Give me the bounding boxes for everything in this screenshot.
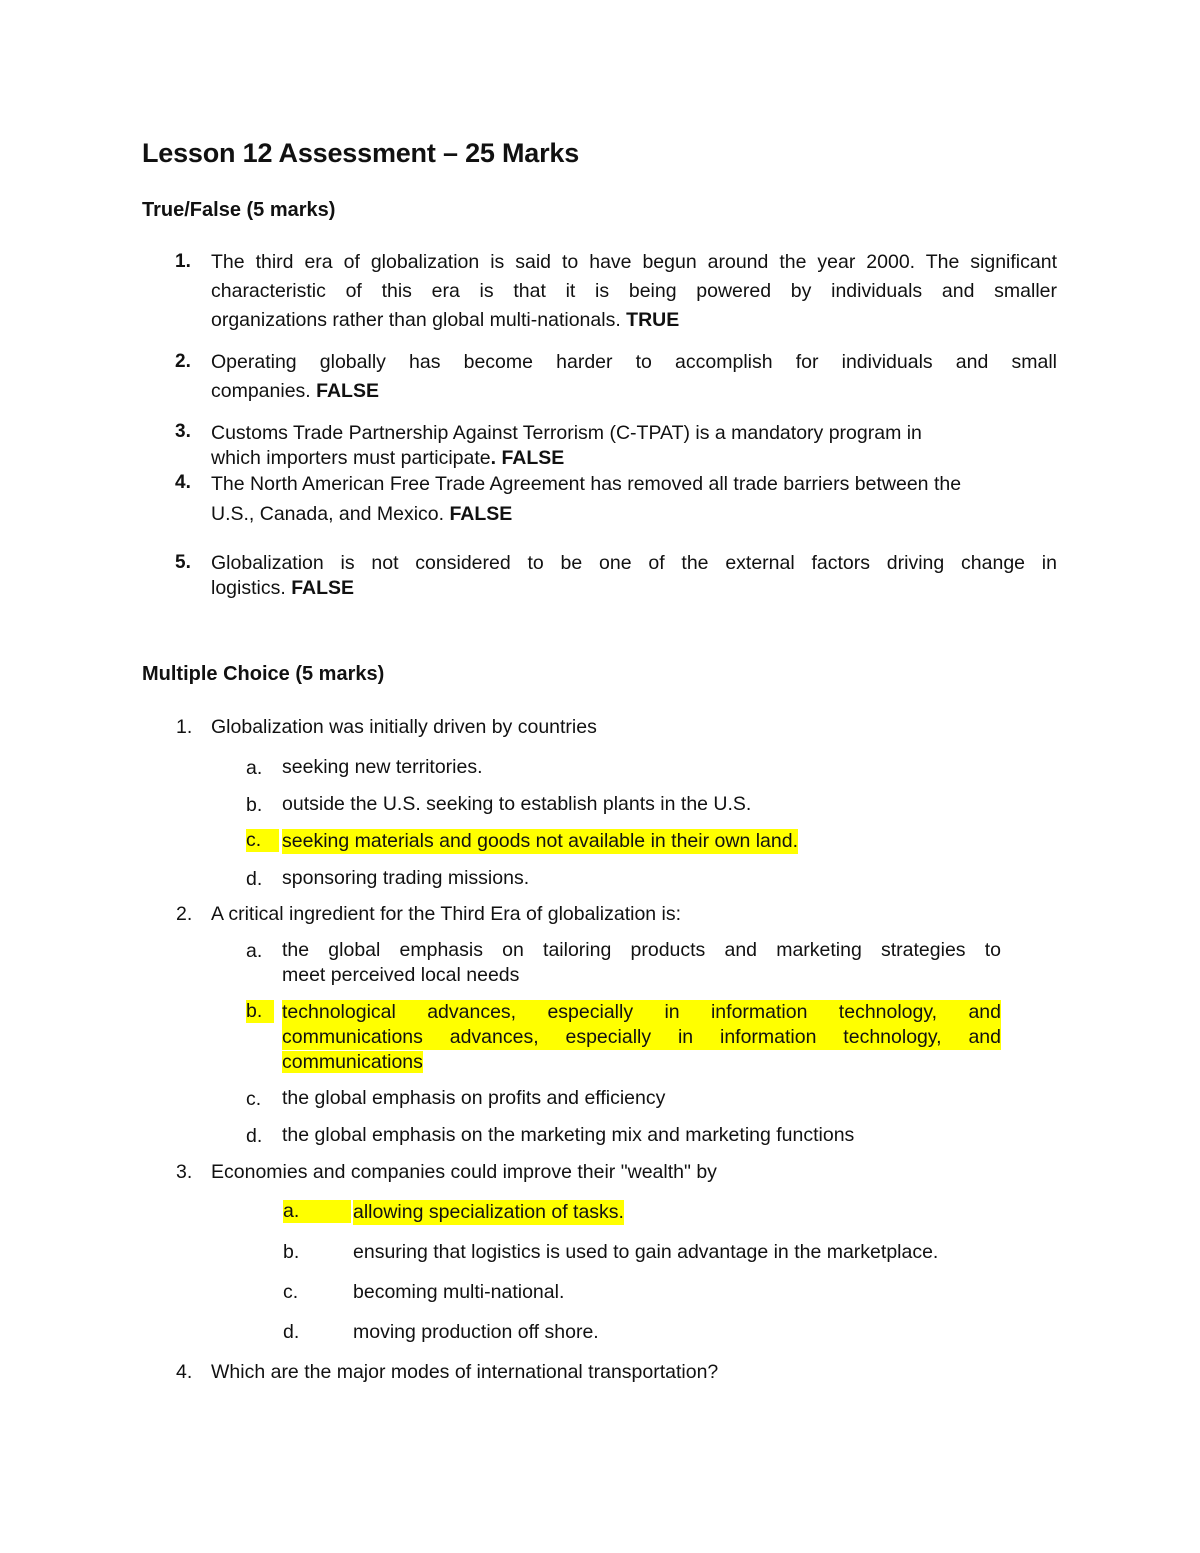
mc-option-text: moving production off shore. (353, 1321, 599, 1343)
tf-line-text: companies. (211, 380, 311, 402)
tf-answer: FALSE (316, 380, 379, 402)
mc-option-letter: d. (246, 868, 263, 890)
tf-answer: FALSE (449, 503, 513, 525)
mc-question-number: 3. (176, 1161, 193, 1183)
tf-answer: FALSE (291, 577, 355, 599)
mc-question-text: Globalization was initially driven by countries (211, 716, 597, 738)
mc-question-text: Economies and companies could improve their "wealth" by (211, 1161, 717, 1183)
tf-line-text: logistics. (211, 577, 286, 599)
mc-option-text-highlighted (282, 1000, 1001, 1075)
mc-option-letter-highlighted: c. (246, 829, 279, 852)
mc-question-number: 2. (176, 903, 193, 925)
tf-item-number: 4. (175, 472, 191, 493)
mc-option-text-highlighted: seeking materials and goods not available in their own land. (282, 830, 798, 852)
tf-line: The third era of globalization is said to have begun around the year 2000. The significant (211, 251, 1057, 273)
multiple-choice-heading: Multiple Choice (5 marks) (142, 663, 385, 685)
mc-option-letter-highlighted: a. (283, 1200, 351, 1223)
tf-item-number: 2. (175, 351, 191, 372)
mc-option-line: technological advances, especially in information technology, and (282, 1001, 1001, 1023)
mc-option-text: ensuring that logistics is used to gain advantage in the marketplace. (353, 1241, 939, 1263)
mc-question-number: 4. (176, 1361, 193, 1383)
mc-option-line-text: communications (282, 1051, 423, 1073)
tf-line (211, 446, 1057, 471)
tf-line-text: which importers must participate (211, 447, 491, 469)
mc-option-letter: a. (246, 940, 263, 962)
mc-option-text: the global emphasis on the marketing mix and marketing functions (282, 1124, 855, 1146)
mc-question-number: 1. (176, 716, 193, 738)
mc-option-letter: a. (246, 757, 263, 779)
mc-option-letter: d. (246, 1125, 263, 1147)
tf-item-number: 5. (175, 552, 191, 573)
tf-item-number: 3. (175, 421, 191, 442)
mc-option-line: the global emphasis on tailoring products and marketing strategies to (282, 939, 1001, 961)
true-false-heading: True/False (5 marks) (142, 199, 336, 221)
tf-line (211, 576, 1057, 601)
mc-option-line: communications advances, especially in information technology, and (282, 1026, 1001, 1048)
tf-line: Customs Trade Partnership Against Terrorism (C-TPAT) is a mandatory program in (211, 422, 922, 444)
mc-option-text (282, 938, 1001, 988)
tf-line (211, 499, 1057, 529)
mc-question-text: A critical ingredient for the Third Era of globalization is: (211, 903, 682, 925)
mc-option-letter: d. (283, 1321, 300, 1343)
tf-item-text (211, 421, 1057, 471)
tf-item-text (211, 469, 1057, 529)
mc-option-letter-highlighted: b. (246, 1000, 274, 1023)
tf-line: Globalization is not considered to be one of the external factors driving change in (211, 552, 1057, 574)
mc-option-letter: b. (283, 1241, 300, 1263)
tf-line-text: organizations rather than global multi-nationals. (211, 309, 621, 331)
tf-line (211, 377, 1057, 406)
mc-option-text: seeking new territories. (282, 756, 483, 778)
tf-item-number: 1. (175, 251, 191, 272)
tf-item-text (211, 551, 1057, 601)
mc-option-letter: c. (283, 1281, 299, 1303)
mc-question-text: Which are the major modes of international transportation? (211, 1361, 719, 1383)
mc-option-line (282, 1050, 1001, 1075)
mc-option-text-highlighted: allowing specialization of tasks. (353, 1201, 624, 1223)
mc-option-text: the global emphasis on profits and efficiency (282, 1087, 666, 1109)
tf-line: characteristic of this era is that it is being powered by individuals and smaller (211, 280, 1057, 302)
mc-option-text: becoming multi-national. (353, 1281, 565, 1303)
tf-answer: . FALSE (490, 447, 565, 469)
tf-line-text: U.S., Canada, and Mexico. (211, 503, 445, 525)
tf-line: Operating globally has become harder to accomplish for individuals and small (211, 351, 1057, 373)
mc-option-text: outside the U.S. seeking to establish plants in the U.S. (282, 793, 752, 815)
tf-answer: TRUE (626, 309, 680, 331)
tf-item-text (211, 348, 1057, 406)
tf-line (211, 306, 1057, 335)
page-title: Lesson 12 Assessment – 25 Marks (142, 138, 580, 168)
mc-option-letter: b. (246, 794, 263, 816)
tf-item-text (211, 248, 1057, 335)
mc-option-letter: c. (246, 1088, 262, 1110)
tf-line: The North American Free Trade Agreement has removed all trade barriers between the (211, 473, 962, 495)
mc-option-line: meet perceived local needs (282, 964, 520, 986)
mc-option-text: sponsoring trading missions. (282, 867, 530, 889)
